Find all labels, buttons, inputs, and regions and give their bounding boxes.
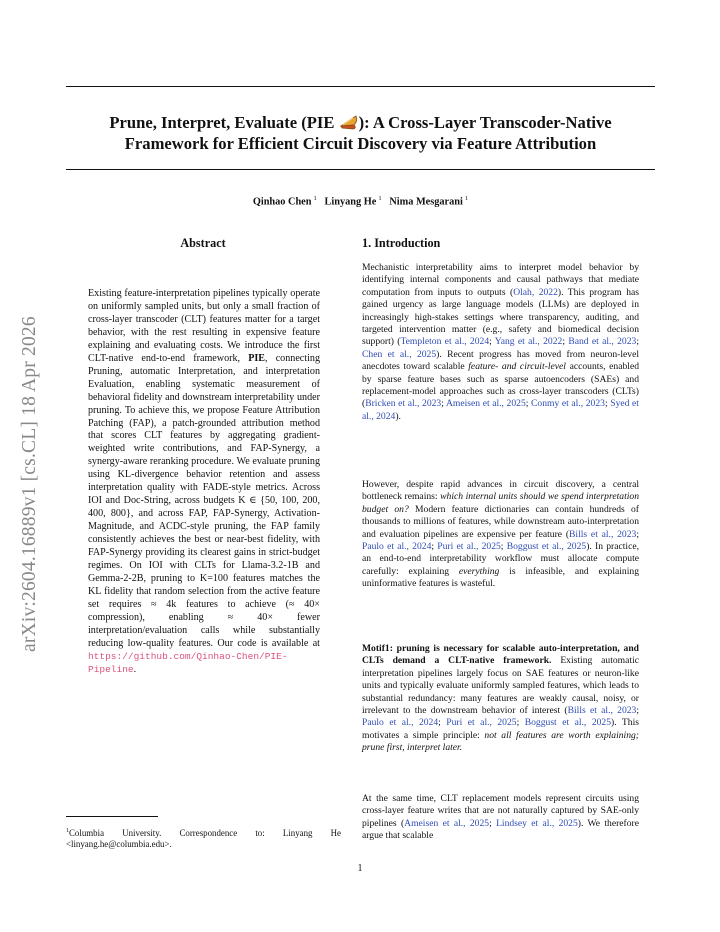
arxiv-identifier-stamp: arXiv:2604.16889v1 [cs.CL] 18 Apr 2026	[19, 316, 40, 652]
citation-link[interactable]: Puri et al., 2025	[437, 541, 501, 553]
emphasized-text: which internal units should we spend interpretation budget on?	[362, 491, 639, 515]
citation-link[interactable]: Olah, 2022	[513, 286, 558, 298]
abstract-text: , connecting Pruning, automatic Interpretation, and interpretation Evaluation, enabling systematic measurement of behavioral fidelity and downstream interpretability under pruning. To achieve this, we propose Feature Attribution Patching (FAP), a patch-grounded attribution method that scores CLT features by aggregating gradient-weighted write contributions, and FAP-Synergy, a synergy-aware reranking procedure. We evaluate pruning using KL-divergence behavior retention and assess interpretation quality with FADE-style metrics. Across IOI and Doc-String, across budgets K ∈ {50, 100, 200, 400, 800}, and across FAP, FAP-Synergy, Activation-Magnitude, and ACDC-style pruning, the FAP family consistently achieves the best or near-best fidelity, with FAP-Synergy providing its clearest gains in strict-budget regimes. On IOI with CLTs for Llama-3.2-1B and Gemma-2-2B, pruning to K=100 features matches the KL fidelity that random selection from the active feature set requires ≈ 4k features to achieve (≈ 40× compression), enabling ≈ 40× fewer interpretation/evaluation calls while substantially reducing low-quality features. Our code is available at	[88, 352, 320, 649]
paragraph-text: Modern feature dictionaries can contain hundreds of thousands to millions of features, while downstream auto-interpretation and evaluation pipelines are expensive per feature (	[362, 503, 639, 540]
author-affiliation-mark: 1	[313, 195, 317, 202]
citation-link[interactable]: Yang et al., 2022	[494, 336, 563, 348]
paragraph-text: ). This motivates a simple principle:	[362, 717, 639, 741]
paragraph-text: ;	[500, 541, 507, 553]
paragraph-text: ;	[636, 705, 640, 717]
intro-paragraph-4	[362, 793, 639, 843]
paragraph-text: ). We therefore argue that scalable	[362, 817, 639, 842]
paragraph-text: ;	[438, 717, 447, 729]
paragraph-text: is infeasible, and explaining uninformative features is wasteful.	[362, 565, 639, 590]
paragraph-text: ). This program has gained urgency as large language models (LLMs) are deployed in increasingly high-stakes settings where transparency, auditing, and targeted intervention matter (e.g., safety and biomedical decision support) (	[362, 286, 639, 348]
paragraph-text: accounts, enabled by sparse feature bases such as sparse autoencoders (SAEs) and replacement-model approaches such as cross-layer transcoders (CLTs) (	[362, 361, 639, 410]
paragraph-text: ;	[636, 336, 639, 348]
page-number: 1	[357, 863, 363, 874]
citation-link[interactable]: Paulo et al., 2024	[362, 541, 432, 553]
citation-link[interactable]: Ameisen et al., 2025	[404, 817, 490, 829]
code-repository-link[interactable]: https://github.com/Qinhao-Chen/PIE-Pipeline	[88, 650, 288, 675]
paper-title	[66, 112, 655, 154]
abstract-body	[88, 288, 320, 677]
author-name: Nima Mesgarani	[389, 196, 463, 208]
paragraph-text: Existing automatic interpretation pipelines largely focus on SAE features or neuron-like units and typically evaluate uniformly sampled features, which leads to substantial redundancy: many features are weakly causal, noisy, or irrelevant to the downstream behavior of interest (	[362, 655, 639, 717]
title-line2: Framework for Efficient Circuit Discovery via Feature Attribution	[124, 134, 597, 153]
footnote-mark: 1	[66, 828, 69, 834]
intro-paragraph-2	[362, 479, 639, 591]
footnote-rule	[66, 816, 158, 817]
title-rule-top	[66, 86, 655, 87]
abstract-framework-name: PIE	[248, 352, 266, 364]
emphasized-text: not all features are worth explaining; prune first, interpret later.	[362, 729, 640, 754]
citation-link[interactable]: Ameisen et al., 2025	[445, 398, 526, 410]
paragraph-text: ;	[604, 398, 611, 410]
paragraph-text: ;	[489, 817, 497, 829]
citation-link[interactable]: Bills et al., 2023	[569, 528, 637, 540]
citation-link[interactable]: Boggust et al., 2025	[506, 541, 587, 553]
paragraph-text: ;	[489, 336, 495, 348]
abstract-text: .	[133, 663, 137, 675]
paragraph-text: ;	[636, 528, 639, 540]
section-heading-introduction: 1. Introduction	[362, 236, 441, 250]
paragraph-text: However, despite rapid advances in circuit discovery, a central bottleneck remains:	[362, 479, 639, 503]
abstract-heading: Abstract	[180, 236, 226, 250]
paragraph-text: ). In practice, an end-to-end interpretability workflow must allocate compute carefully: explaining	[362, 541, 639, 577]
citation-link[interactable]: Syed et al., 2024	[362, 398, 639, 422]
citation-link[interactable]: Boggust et al., 2025	[524, 717, 612, 729]
emphasized-text: feature- and circuit-level	[468, 361, 566, 373]
emphasized-text: everything	[458, 565, 500, 577]
paragraph-text: At the same time, CLT replacement models represent circuits using cross-layer feature writes that are not naturally captured by SAE-only pipelines (	[362, 793, 639, 829]
paragraph-text: Mechanistic interpretability aims to interpret model behavior by identifying internal components and causal pathways that mediate computation from inputs to outputs (	[362, 262, 639, 298]
pie-slice-icon	[339, 113, 359, 130]
citation-link[interactable]: Band et al., 2023	[568, 336, 637, 348]
citation-link[interactable]: Bills et al., 2023	[567, 705, 637, 717]
author-affiliation-mark: 1	[464, 195, 469, 202]
affiliation-footnote	[66, 826, 341, 851]
intro-paragraph-3	[362, 643, 639, 755]
author-list	[66, 195, 655, 207]
abstract-text: Existing feature-interpretation pipelines typically operate on uniformly sampled units, but only a small fraction of cross-layer transcoder (CLT) features matter for a target behavior, with the rest resulting in expensive feature explaining and evaluating costs. We introduce the first CLT-native end-to-end framework,	[88, 288, 320, 364]
paragraph-text: ). Recent progress has moved from neuron-level anecdotes toward scalable	[362, 348, 640, 373]
paragraph-text: ;	[525, 398, 532, 410]
title-rule-bottom	[66, 169, 655, 170]
paragraph-text: ;	[431, 541, 438, 553]
citation-link[interactable]: Bricken et al., 2023	[365, 398, 442, 410]
title-line1-post: ): A Cross-Layer Transcoder-Native	[358, 113, 612, 132]
author-name: Linyang He	[324, 196, 377, 208]
citation-link[interactable]: Conmy et al., 2023	[531, 398, 605, 410]
citation-link[interactable]: Puri et al., 2025	[446, 717, 517, 729]
paragraph-text: ;	[516, 717, 525, 729]
citation-link[interactable]: Chen et al., 2025	[362, 348, 437, 360]
paragraph-lead-in: Motif1: pruning is necessary for scalable auto-interpretation, and CLTs demand a CLT-native framework.	[362, 643, 639, 667]
paragraph-text: ).	[395, 410, 401, 422]
citation-link[interactable]: Templeton et al., 2024	[400, 336, 490, 348]
paragraph-text: ;	[441, 398, 446, 410]
title-line1-pre: Prune, Interpret, Evaluate (PIE	[109, 113, 339, 132]
footnote-text: Columbia University. Correspondence to: Linyang He <linyang.he@columbia.edu>.	[66, 827, 341, 850]
citation-link[interactable]: Paulo et al., 2024	[362, 717, 439, 729]
intro-paragraph-1	[362, 262, 639, 423]
author-affiliation-mark: 1	[378, 195, 382, 202]
paragraph-text: ;	[562, 336, 569, 348]
author-name: Qinhao Chen	[252, 196, 312, 208]
citation-link[interactable]: Lindsey et al., 2025	[496, 817, 578, 829]
